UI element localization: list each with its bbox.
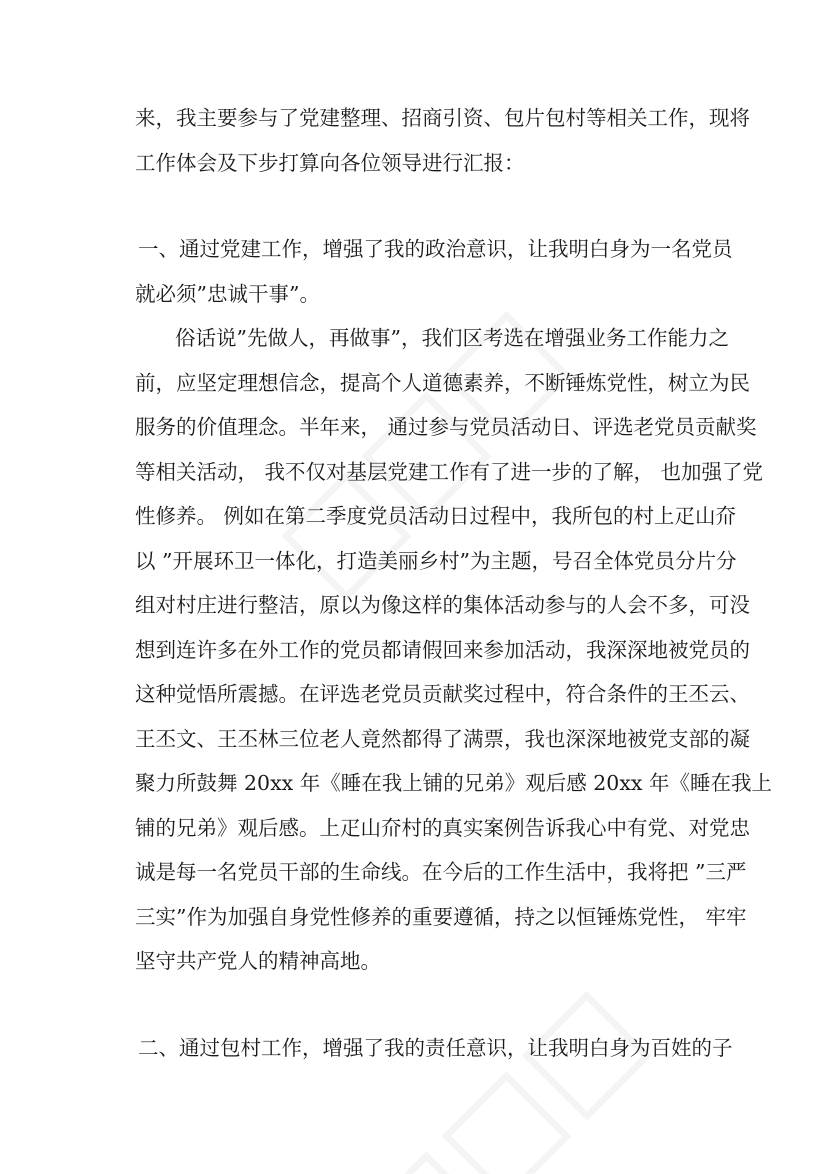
document-body: [135, 96, 772, 1070]
section-heading: [135, 227, 733, 316]
section-heading: [135, 1026, 733, 1071]
text-line: 工作体会及下步打算向各位领导进行汇报：: [135, 150, 525, 175]
text-line: 以 ”开展环卫一体化，打造美丽乡村”为主题，号召全体党员分片分: [135, 548, 737, 573]
text-line: 组对村庄进行整洁，原以为像这样的集体活动参与的人会不多，可没: [135, 593, 750, 617]
text-line: 三实”作为加强自身党性修养的重要遵循，持之以恒锤炼党性， 牢牢: [135, 904, 747, 929]
text-line: 等相关活动， 我不仅对基层党建工作有了进一步的了解， 也加强了党: [135, 459, 764, 484]
paragraph: [135, 316, 772, 984]
paragraph: [135, 96, 750, 185]
heading-line: 一、通过党建工作，增强了我的政治意识，让我明白身为一名党员: [138, 237, 733, 261]
text-line: 服务的价值理念。半年来， 通过参与党员活动日、评选老党员贡献奖: [135, 415, 757, 439]
text-line: 王丕文、王丕林三位老人竟然都得了满票，我也深深地被党支部的凝: [135, 726, 750, 751]
heading-line: 二、通过包村工作，增强了我的责任意识，让我明白身为百姓的子: [138, 1035, 733, 1060]
text-line: 铺的兄弟》观后感。上疋山夼村的真实案例告诉我心中有党、对党忠: [135, 815, 750, 840]
text-line: 俗话说”先做人，再做事”，我们区考选在增强业务工作能力之: [175, 326, 729, 350]
text-line: 这种觉悟所震撼。在评选老党员贡献奖过程中，符合条件的王丕云、: [135, 682, 750, 706]
text-line: 诚是每一名党员干部的生命线。在今后的工作生活中，我将把 ”三严: [135, 860, 747, 884]
text-line: 前，应坚定理想信念，提高个人道德素养，不断锤炼党性，树立为民: [135, 370, 750, 395]
text-line: 想到连许多在外工作的党员都请假回来参加活动，我深深地被党员的: [135, 637, 750, 662]
heading-line: 就必须”忠诚干事”。: [135, 281, 320, 306]
text-line: 性修养。 例如在第二季度党员活动日过程中，我所包的村上疋山夼: [135, 504, 737, 528]
text-line: 坚守共产党人的精神高地。: [135, 949, 381, 973]
text-line: 聚力所鼓舞 20xx 年《睡在我上铺的兄弟》观后感 20xx 年《睡在我上: [135, 771, 772, 795]
text-line: 来，我主要参与了党建整理、招商引资、包片包村等相关工作，现将: [135, 106, 750, 130]
